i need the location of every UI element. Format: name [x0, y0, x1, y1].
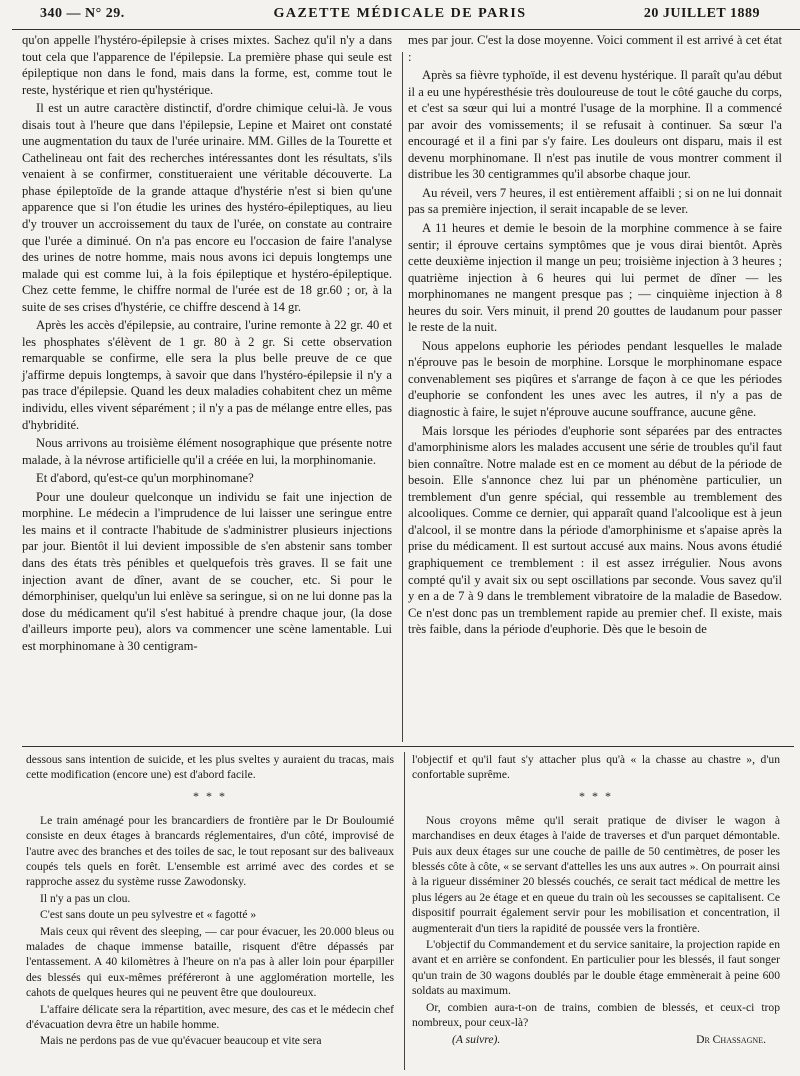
issue-date: 20 JUILLET 1889 [643, 6, 760, 21]
section-rule [22, 746, 794, 747]
paragraph: Après sa fièvre typhoïde, il est devenu hystérique. Il paraît qu'au début il a eu une hypéresthésie très douloureuse de tout le côté gauche du corps, et c'est sa sœur qui lui a montré l'usage de la morphine. Il a commencé par avoir des vomissements; il se refusait à continuer. Sa sœur l'a encouragé et il a fini par s'y faire. Les douleurs ont disparu, mais il est devenu morphinomane. Il n'est pas inutile de vous montrer comment il distribue les 30 centigrammes qu'il absorbe chaque jour. [408, 68, 782, 182]
paragraph: qu'on appelle l'hystéro-épilepsie à crises mixtes. Sachez qu'il n'y a dans tout cela que l'apparence de l'épilepsie. La première phase qui seule est épileptique non dans le fond, mais dans la forme, est, comme tout le reste, hystérique et rien qu'hystérique. [22, 33, 392, 97]
paragraph: mes par jour. C'est la dose moyenne. Voici comment il est arrivé à cet état : [408, 33, 782, 64]
paragraph: Le train aménagé pour les brancardiers de frontière par le Dr Bouloumié consiste en deux étages à brancards réglementaires, d'un côté, improvisé de l'autre avec des branches et des toiles de sac, le tout reposant sur des baliveaux coupés tels quels en forêt. L'ensemble est arrimé avec des cordes et se rapproche assez du système russe Zawodonsky. [26, 813, 394, 889]
paragraph: C'est sans doute un peu sylvestre et « fagotté » [40, 908, 257, 922]
paragraph: Mais lorsque les périodes d'euphorie sont séparées par des entractes d'amorphinisme alors les malades accusent une série de troubles qu'il faut bien connaître. Notre malade est en ce moment au début de la période de besoin. Elle s'annonce chez lui par un phénomène particulier, un tremblement d'un genre spécial, qui ressemble au tremblement des alcooliques. Comme ce dernier, qui apparaît quand l'alcoolique est à jeun d'alcool, il se montre dans la période d'amorphinisme et s'apaise après la prise du médicament. Il est surtout accusé aux mains. Nous avons étudié graphiquement ce tremblement : il est assez irrégulier. Nous avons compté qu'il y avait six ou sept oscillations par seconde. Vous savez qu'il y en a de 7 à 9 dans le tremblement vibratoire de la maladie de Basedow. Ce n'est donc pas un tremblement rapide au premier chef. Il existe, mais très faible, dans la période d'euphorie. Dès que le besoin de [408, 423, 782, 637]
journal-title: GAZETTE MÉDICALE DE PARIS [273, 6, 527, 21]
continued-note: (A suivre). [452, 1033, 501, 1047]
paragraph: Il est un autre caractère distinctif, d'ordre chimique celui-là. Je vous disais tout à l'heure que dans l'épilepsie, Lepine et Mairet ont constaté une augmentation du taux de l'urée urinaire. MM. Gilles de la Tourette et Cathelineau ont fait des recherches intéressantes dont les résultats, s'ils venaient à se confirmer, constitueraient une véritable découverte. La phase épileptoïde de la grande attaque d'hystérie n'est si bien qu'une apparence que si l'on étudie les urines des hystéro-épileptiques, au lieu d'y trouver un accroissement du taux de l'urée, on constate au contraire que l'urée a diminué. On n'a pas encore eu l'occasion de faire l'analyse des urines de notre homme, mais nous avons ici depuis longtemps une malade qui est comme lui, à la fois épileptique et hystéro-épileptique. Chez cette femme, le chiffre normal de l'urée est de 18 gr.60 ; or, à la suite de ses crises d'hystérie, ce chiffre descend à 14 gr. [22, 101, 392, 314]
column-divider-top [402, 52, 403, 742]
left-column [22, 32, 392, 656]
paragraph: Nous croyons même qu'il serait pratique de diviser le wagon à marchandises en deux étages à l'aide de traverses et d'un parquet démontable. Puis aux deux étages sur une couche de paille de 50 centimètres, de poser les blessés côte à côte, « se servant d'attelles les uns aux autres ». On pourrait ainsi à la rigueur disséminer 20 blessés couchés, ce serait tact médical de mettre les plus légers au 2e étage et en queue du train où les secousses se capitalisent. Ce dispositif pourrait également servir pour les mobilisation et concentration, il augmenterait d'un tiers la rapidité de poussée vers la frontière. [412, 813, 780, 935]
paragraph: dessous sans intention de suicide, et les plus sveltes y auraient du tracas, mais cette modification (encore une) est d'abord facile. [26, 753, 394, 782]
bottom-right-column [412, 752, 780, 1048]
paragraph: Pour une douleur quelconque un individu se fait une injection de morphine. Le médecin a l'imprudence de lui laisser une seringue entre les mains et il contracte l'habitude de s'administrer plusieurs injections par jour. Bientôt il lui devient impossible de s'en abstenir sans tomber dans des états très pénibles et quelquefois très graves. Il se fait une injection avant de dîner, avant de se coucher, etc. Si pour le démorphiniser, quelqu'un lui enlève sa seringue, si on ne lui donne pas la dose du médicament qu'il s'est habitué à prendre chaque jour, (la dose d'ailleurs importe peu), alors va commencer une scène lamentable. Lui est morphinomane à 30 centigram- [22, 489, 392, 653]
paragraph: Mais ceux qui rêvent des sleeping, — car pour évacuer, les 20.000 bleus ou malades de chaque immense bataille, risquent d'être dépassés par l'entassement. A 40 kilomètres à l'heure on n'a pas à aller loin pour éparpiller des blessés qui eux-mêmes préféreront à une agglomération mortelle, les cahots de quelques heures qui ne peuvent être que douloureux. [26, 924, 394, 1000]
page-number: 340 — N° 29. [40, 6, 125, 21]
section-separator: * * * [579, 788, 613, 803]
header-rule [12, 29, 800, 30]
paragraph: A 11 heures et demie le besoin de la morphine commence à se faire sentir; il éprouve certains symptômes que je vous dirai bientôt. Après cette deuxième injection il mange un peu; troisième injection à 3 heures ; quatrième injection à 6 heures qui lui permet de dîner — les morphinomanes ne mangent presque pas ; — cinquième injection à 8 heures du soir. Vers minuit, il prend 20 gouttes de laudanum pour passer le reste de la nuit. [408, 221, 782, 335]
paragraph: L'affaire délicate sera la répartition, avec mesure, des cas et le médecin chef d'évacuation devra être un habile homme. [26, 1002, 394, 1032]
paragraph: Au réveil, vers 7 heures, il est entièrement affaibli ; si on ne lui donnait pas sa première injection, il serait incapable de se lever. [408, 185, 782, 217]
bottom-left-column [26, 752, 394, 1050]
paragraph: Et d'abord, qu'est-ce qu'un morphinomane? [36, 471, 254, 486]
paragraph: Nous appelons euphorie les périodes pendant lesquelles le malade n'éprouve pas le besoin de morphine. Lorsque le morphinomane espace convenablement ses piqûres et s'arrange de façon à ce que les périodes d'euphorie se confondent les unes avec les autres, il n'y a pas de diagnostic à faire, le sujet n'éprouve aucune souffrance, aucune gêne. [408, 338, 782, 420]
paragraph: l'objectif et qu'il faut s'y attacher plus qu'à « la chasse au chastre », d'un confortable suprême. [412, 753, 780, 782]
paragraph: Nous arrivons au troisième élément nosographique que présente notre malade, à la névrose artificielle qu'il a créée en lui, la morphinomanie. [22, 436, 392, 467]
right-column [408, 32, 782, 640]
paragraph: Après les accès d'épilepsie, au contraire, l'urine remonte à 22 gr. 40 et les phosphates s'élèvent de 1 gr. 80 à 2 gr. Si cette observation remarquable se confirme, elle sera la plus belle preuve de ce que j'affirme depuis longtemps, à savoir que dans l'hystéro-épilepsie il n'y a pas trace d'épilepsie. Quand les deux maladies cohabitent chez un même individu, elles vivent séparément ; il n'y a pas de mélange entre elles, pas d'hybridité. [22, 318, 392, 432]
section-separator: * * * [193, 788, 227, 803]
paragraph: L'objectif du Commandement et du service sanitaire, la projection rapide en avant et en arrière se confondent. En particulier pour les blessés, il faut songer qu'un train de 30 wagons doublés par le double étage emmènerait à peine 600 soldats au maximum. [412, 938, 780, 998]
page-header [40, 6, 760, 26]
signature-line [412, 1032, 780, 1047]
author-name: Dr Chassagne. [696, 1033, 766, 1047]
column-divider-bottom [404, 752, 405, 1070]
paragraph: Il n'y a pas un clou. [40, 891, 131, 905]
paragraph: Mais ne perdons pas de vue qu'évacuer beaucoup et vite sera [40, 1034, 322, 1048]
paragraph: Or, combien aura-t-on de trains, combien de blessés, et ceux-ci trop nombreux, pour ceux-là? [412, 1000, 780, 1030]
